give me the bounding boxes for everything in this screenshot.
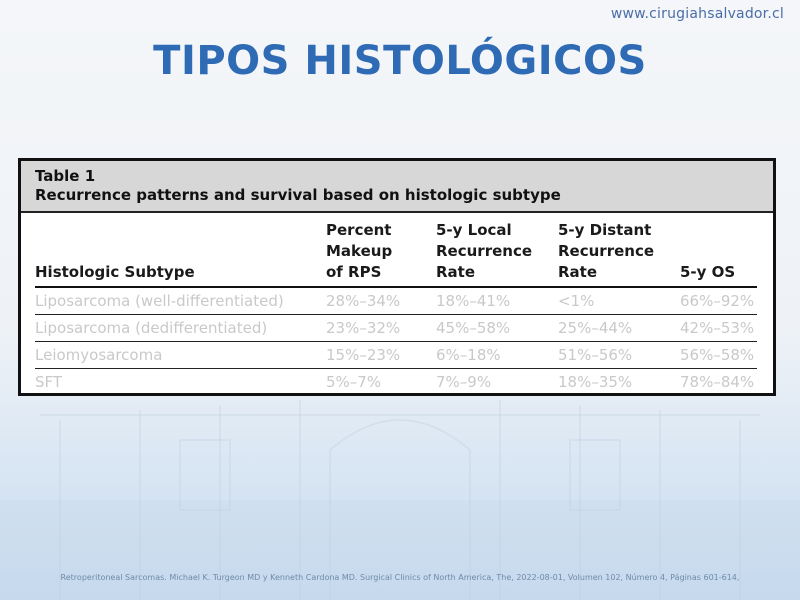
- table-row: [35, 342, 757, 369]
- table-row: [35, 288, 757, 315]
- site-url[interactable]: www.cirugiahsalvador.cl: [610, 6, 784, 22]
- table-header-band: [21, 161, 773, 213]
- column-header-subtype: Histologic Subtype: [35, 263, 195, 281]
- data-table: [18, 158, 776, 396]
- slide-title: TIPOS HISTOLÓGICOS: [153, 38, 647, 84]
- cell-subtype: Liposarcoma (well-differentiated): [35, 292, 284, 310]
- column-header-row: [35, 213, 757, 288]
- cell-makeup: 23%–32%: [326, 319, 401, 337]
- cell-local-recurrence: 45%–58%: [436, 319, 511, 337]
- cell-os: 66%–92%: [680, 292, 755, 310]
- cell-os: 42%–53%: [680, 319, 755, 337]
- table-body: [21, 288, 773, 395]
- cell-subtype: SFT: [35, 373, 63, 391]
- column-header-os: 5-y OS: [680, 263, 736, 281]
- cell-distant-recurrence: 51%–56%: [558, 346, 633, 364]
- cell-local-recurrence: 7%–9%: [436, 373, 492, 391]
- cell-local-recurrence: 6%–18%: [436, 346, 501, 364]
- table-caption: Recurrence patterns and survival based on histologic subtype: [35, 186, 561, 204]
- table-row: [35, 315, 757, 342]
- cell-local-recurrence: 18%–41%: [436, 292, 511, 310]
- cell-makeup: 15%–23%: [326, 346, 401, 364]
- cell-os: 78%–84%: [680, 373, 755, 391]
- column-header-distant-recurrence: 5-y Distant Recurrence Rate: [558, 221, 655, 281]
- cell-os: 56%–58%: [680, 346, 755, 364]
- cell-distant-recurrence: <1%: [558, 292, 595, 310]
- cell-subtype: Leiomyosarcoma: [35, 346, 163, 364]
- cell-subtype: Liposarcoma (dedifferentiated): [35, 319, 268, 337]
- column-header-makeup: Percent Makeup of RPS: [326, 221, 393, 281]
- table-row: [35, 369, 757, 395]
- cell-distant-recurrence: 25%–44%: [558, 319, 633, 337]
- column-header-local-recurrence: 5-y Local Recurrence Rate: [436, 221, 533, 281]
- cell-makeup: 28%–34%: [326, 292, 401, 310]
- table-number: Table 1: [35, 167, 96, 185]
- citation-footer: Retroperitoneal Sarcomas. Michael K. Turgeon MD y Kenneth Cardona MD. Surgical Clinics of North America, The, 2022-08-01, Volumen 102, Número 4, Páginas 601-614,: [60, 573, 740, 582]
- cell-makeup: 5%–7%: [326, 373, 382, 391]
- cell-distant-recurrence: 18%–35%: [558, 373, 633, 391]
